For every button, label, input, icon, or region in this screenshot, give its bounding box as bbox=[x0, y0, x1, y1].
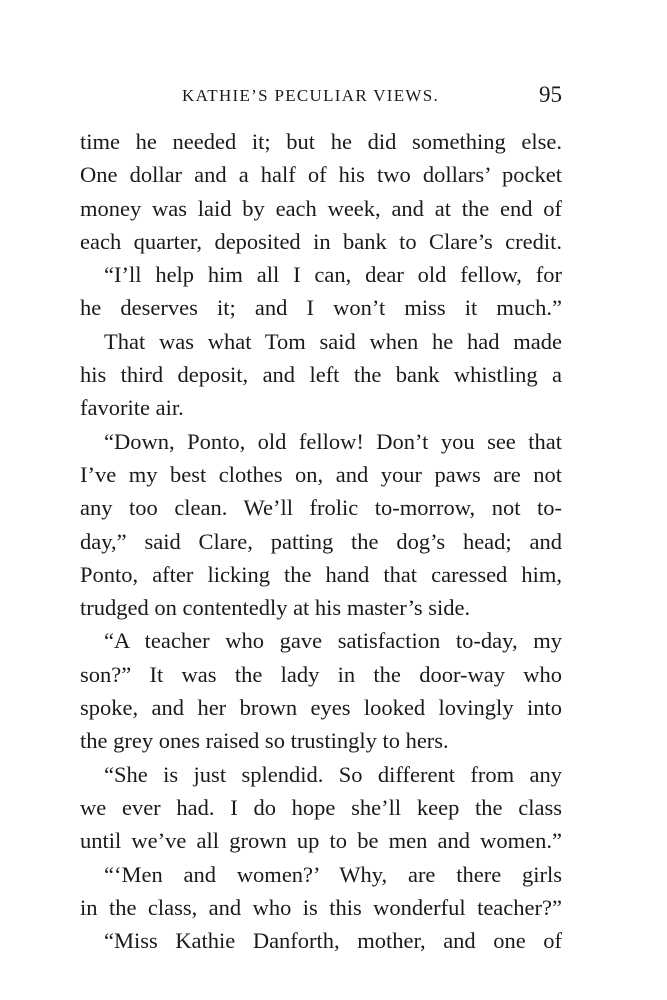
text-line: I’ve my best clothes on, and your paws are not bbox=[80, 461, 562, 487]
running-title: KATHIE’S PECULIAR VIEWS. bbox=[182, 86, 440, 105]
text-line: the grey ones raised so trustingly to hers. bbox=[80, 728, 449, 754]
text-line: his third deposit, and left the bank whistling a bbox=[80, 362, 562, 388]
text-line: “I’ll help him all I can, dear old fellow, for bbox=[104, 262, 562, 288]
text-line: That was what Tom said when he had made bbox=[104, 328, 562, 354]
text-line: we ever had. I do hope she’ll keep the class bbox=[80, 794, 562, 820]
body-text bbox=[80, 125, 562, 957]
text-line: any too clean. We’ll frolic to-morrow, not to- bbox=[80, 495, 562, 521]
text-line: “A teacher who gave satisfaction to-day, my bbox=[104, 628, 562, 654]
text-line: Ponto, after licking the hand that caressed him, bbox=[80, 561, 562, 587]
text-line: spoke, and her brown eyes looked lovingly into bbox=[80, 695, 562, 721]
text-line: each quarter, deposited in bank to Clare’s credit. bbox=[80, 228, 562, 254]
text-line: son?” It was the lady in the door-way who bbox=[80, 661, 562, 687]
text-line: “‘Men and women?’ Why, are there girls bbox=[104, 861, 562, 887]
text-line: “Miss Kathie Danforth, mother, and one of bbox=[104, 928, 562, 954]
text-line: favorite air. bbox=[80, 395, 184, 421]
text-line: money was laid by each week, and at the end of bbox=[80, 195, 562, 221]
text-line: time he needed it; but he did something else. bbox=[80, 129, 562, 154]
text-line: One dollar and a half of his two dollars’ pocket bbox=[80, 162, 562, 188]
page-header bbox=[80, 82, 562, 112]
page-number: 95 bbox=[539, 82, 562, 107]
text-line: “She is just splendid. So different from any bbox=[104, 761, 562, 787]
text-line: “Down, Ponto, old fellow! Don’t you see that bbox=[104, 428, 562, 454]
text-line: day,” said Clare, patting the dog’s head; and bbox=[80, 528, 562, 554]
text-line: until we’ve all grown up to be men and women.” bbox=[80, 828, 562, 854]
text-line: trudged on contentedly at his master’s side. bbox=[80, 595, 471, 621]
text-line: in the class, and who is this wonderful teacher?” bbox=[80, 894, 562, 920]
text-line: he deserves it; and I won’t miss it much.” bbox=[80, 295, 562, 321]
